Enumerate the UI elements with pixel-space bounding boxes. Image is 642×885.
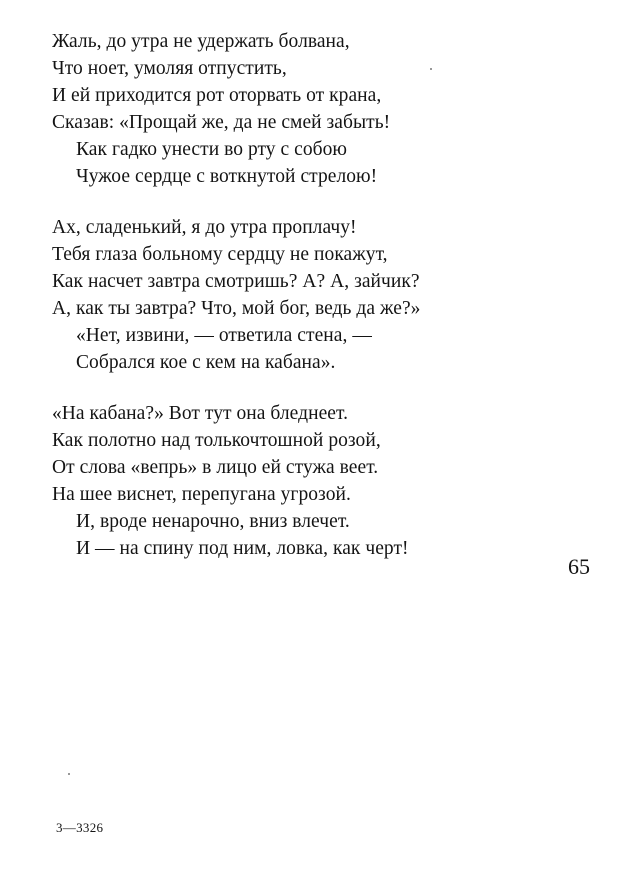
poem-line: Ах, сладенький, я до утра проплачу! [52, 217, 357, 238]
poem-line: Тебя глаза больному сердцу не покажут, [52, 244, 388, 265]
poem-line: И — на спину под ним, ловка, как черт! [76, 538, 409, 559]
poem-line: Чужое сердце с воткнутой стрелою! [76, 166, 378, 187]
stanza [52, 400, 532, 562]
poem-line: Жаль, до утра не удержать болвана, [52, 31, 350, 52]
poem-line: А, как ты завтра? Что, мой бог, ведь да же?» [52, 298, 421, 319]
poem-line: Что ноет, умоляя отпустить, [52, 58, 287, 79]
poem-line: На шее виснет, перепугана угрозой. [52, 484, 351, 505]
poem-line: «На кабана?» Вот тут она бледнеет. [52, 403, 349, 424]
print-speck [430, 68, 432, 70]
line-number: 65 [568, 554, 590, 579]
poem-line: «Нет, извини, — ответила стена, — [76, 325, 372, 346]
poem-line: И, вроде ненарочно, вниз влечет. [76, 511, 350, 532]
stanza [52, 28, 532, 190]
poem-line: И ей приходится рот оторвать от крана, [52, 85, 382, 106]
poem-line: От слова «вепрь» в лицо ей стужа веет. [52, 457, 379, 478]
printer-signature: 3—3326 [56, 820, 104, 835]
poem-line: Как гадко унести во рту с собою [76, 139, 348, 160]
poem-line: Собрался кое с кем на кабана». [76, 352, 336, 373]
poem-line: Сказав: «Прощай же, да не смей забыть! [52, 112, 391, 133]
print-speck [68, 773, 70, 775]
poem-line: Как полотно над толькочтошной розой, [52, 430, 381, 451]
poem-line: Как насчет завтра смотришь? А? А, зайчик? [52, 271, 420, 292]
stanza [52, 214, 532, 376]
poem [52, 28, 532, 586]
